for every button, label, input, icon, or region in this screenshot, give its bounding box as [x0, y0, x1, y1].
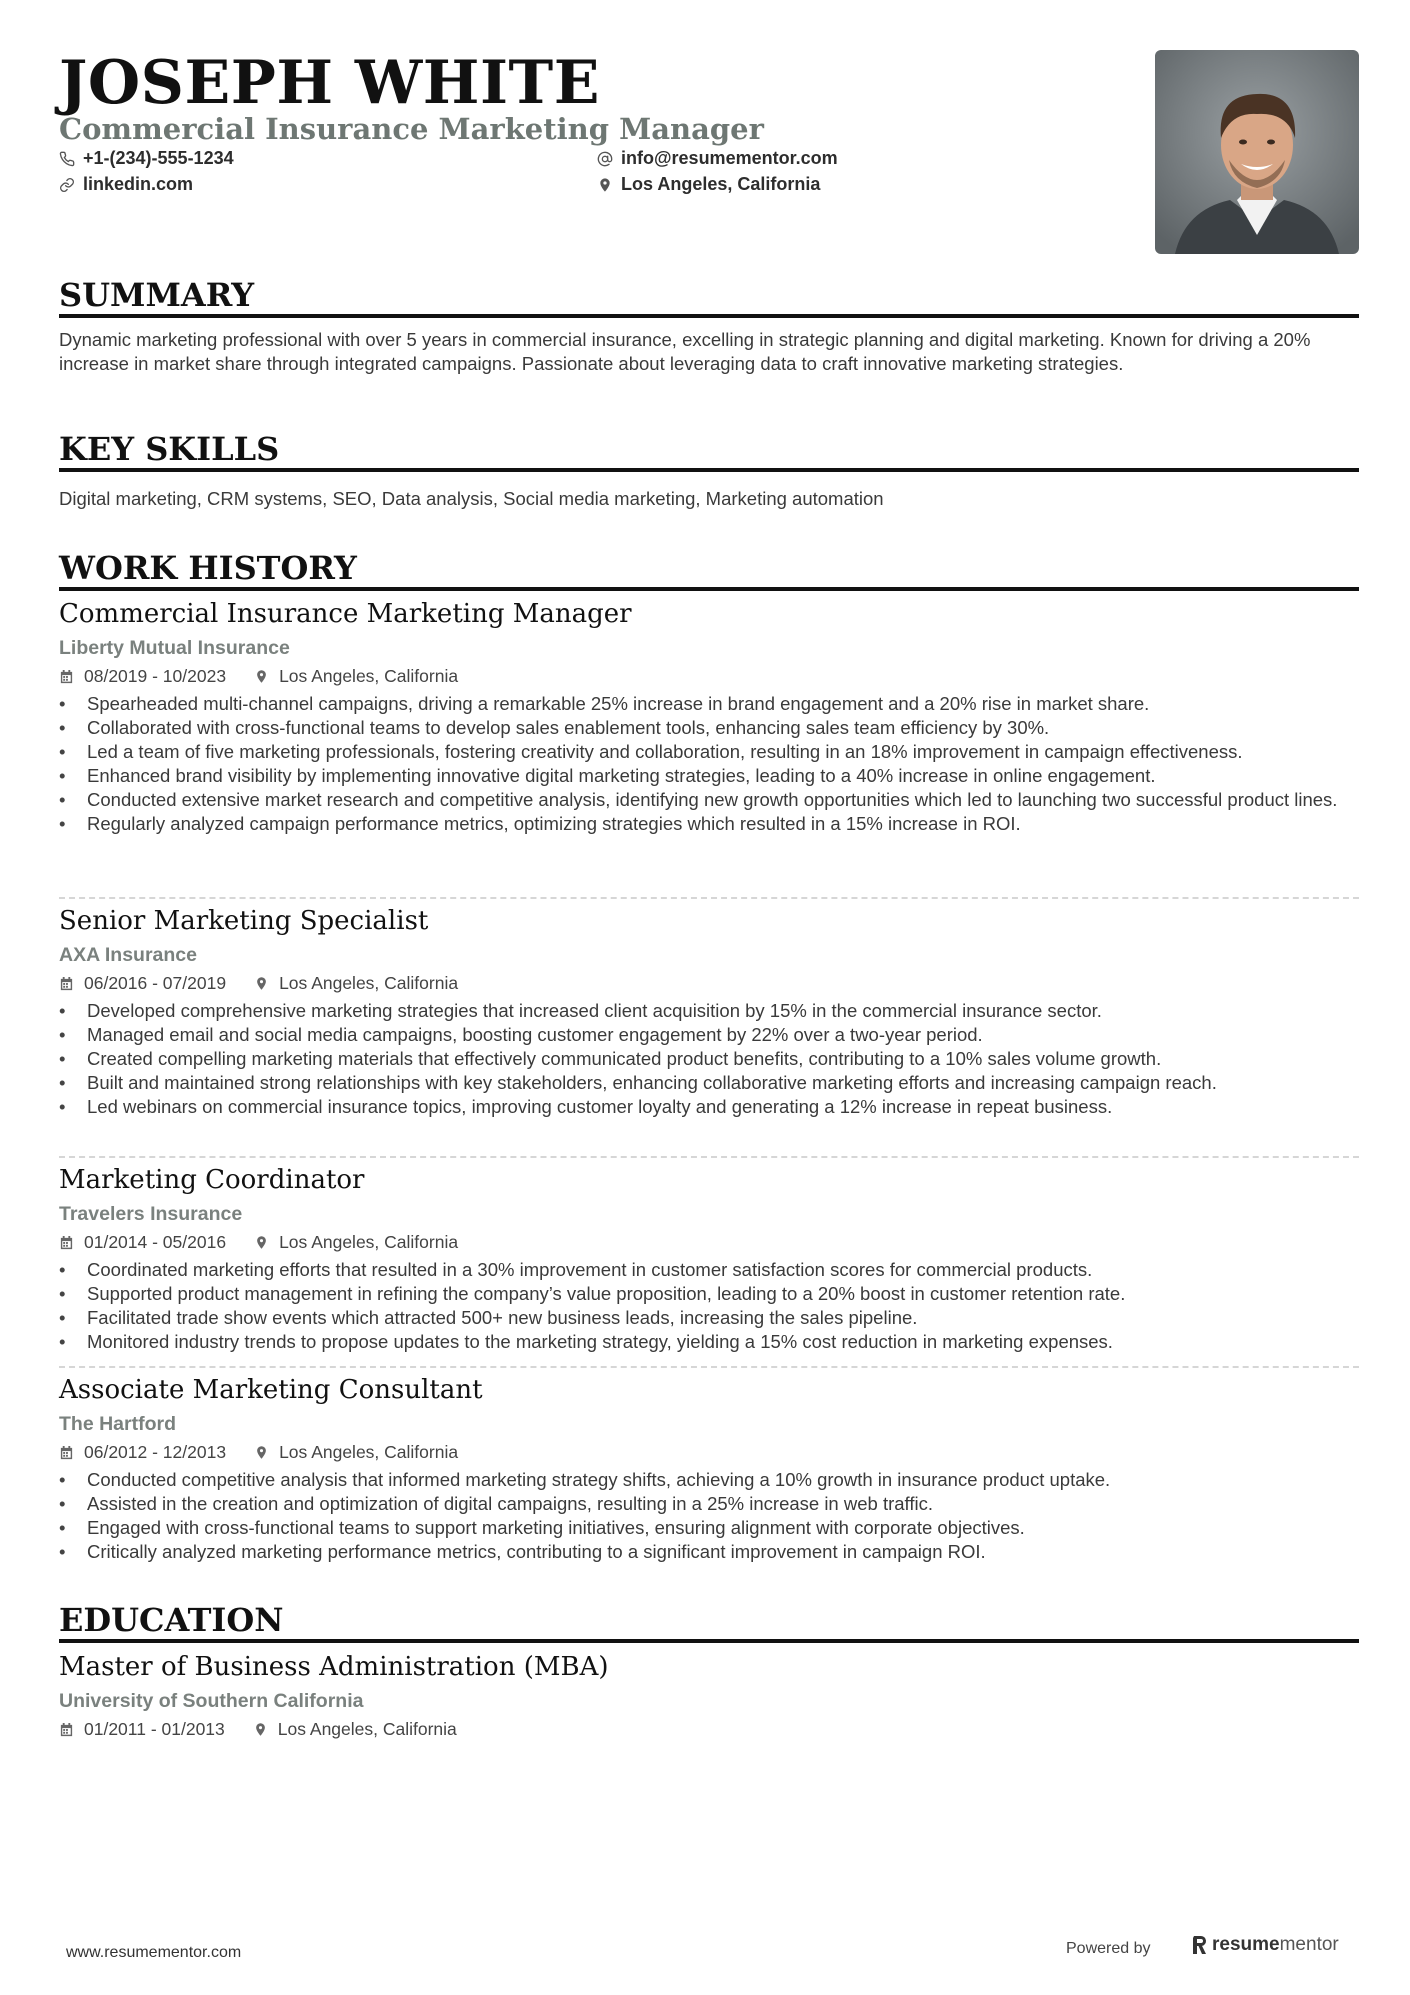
calendar-icon	[59, 1722, 74, 1737]
bullet-item: • Conducted competitive analysis that informed marketing strategy shifts, achieving a 10% growth in insurance product uptake.	[59, 1468, 1359, 1492]
phone-icon	[59, 151, 75, 167]
job-bullets	[59, 1468, 1359, 1564]
linkedin-text: linkedin.com	[83, 174, 194, 194]
resumementor-logo-icon	[1190, 1934, 1208, 1956]
profile-photo	[1155, 50, 1359, 254]
phone-text: +1-(234)-555-1234	[83, 148, 234, 168]
bullet-item: • Led webinars on commercial insurance topics, improving customer loyalty and generating a 12% increase in repeat business.	[59, 1095, 1359, 1119]
bullet-item: • Engaged with cross-functional teams to support marketing initiatives, ensuring alignment with corporate objectives.	[59, 1516, 1359, 1540]
bullet-item: • Supported product management in refining the company’s value proposition, leading to a 20% boost in customer retention rate.	[59, 1282, 1359, 1306]
bullet-item: • Created compelling marketing materials that effectively communicated product benefits, contributing to a 10% sales volume growth.	[59, 1047, 1359, 1071]
bullet-item: • Assisted in the creation and optimization of digital campaigns, resulting in a 25% increase in web traffic.	[59, 1492, 1359, 1516]
brand-name-light: mentor	[1279, 1934, 1339, 1955]
calendar-icon	[59, 669, 74, 684]
bullet-item: • Coordinated marketing efforts that resulted in a 30% improvement in customer satisfaction scores for commercial products.	[59, 1258, 1359, 1282]
company-name: Travelers Insurance	[59, 1203, 243, 1225]
education-entry	[59, 1651, 1359, 1741]
candidate-name: JOSEPH WHITE	[59, 48, 600, 118]
map-pin-icon	[253, 1722, 268, 1737]
job-entry	[59, 1164, 1359, 1354]
bullet-item: • Managed email and social media campaigns, boosting customer engagement by 22% over a two-year period.	[59, 1023, 1359, 1047]
bullet-item: • Enhanced brand visibility by implementing innovative digital marketing strategies, leading to a 40% increase in online engagement.	[59, 764, 1359, 788]
contact-phone	[59, 148, 234, 169]
job-dates: 06/2016 - 07/2019	[84, 973, 227, 993]
job-title: Associate Marketing Consultant	[59, 1375, 483, 1405]
job-meta	[59, 971, 1359, 995]
brand-logo[interactable]	[1190, 1934, 1339, 1956]
job-meta	[59, 1230, 1359, 1254]
job-title: Senior Marketing Specialist	[59, 906, 429, 936]
location-text: Los Angeles, California	[621, 174, 821, 194]
job-divider	[59, 1366, 1359, 1368]
job-dates: 06/2012 - 12/2013	[84, 1442, 227, 1462]
job-entry	[59, 598, 1359, 836]
candidate-title: Commercial Insurance Marketing Manager	[59, 112, 764, 146]
education-meta	[59, 1717, 1359, 1741]
powered-by-label: Powered by	[1066, 1940, 1151, 1957]
job-title: Commercial Insurance Marketing Manager	[59, 599, 632, 629]
job-location: Los Angeles, California	[279, 973, 459, 993]
education-location: Los Angeles, California	[277, 1719, 457, 1739]
job-bullets	[59, 1258, 1359, 1354]
company-name: The Hartford	[59, 1413, 176, 1435]
job-meta	[59, 1440, 1359, 1464]
job-bullets	[59, 999, 1359, 1119]
bullet-item: • Monitored industry trends to propose updates to the marketing strategy, yielding a 15% cost reduction in marketing expenses.	[59, 1330, 1359, 1354]
work-history-heading: WORK HISTORY	[59, 549, 1359, 591]
bullet-item: • Facilitated trade show events which attracted 500+ new business leads, increasing the sales pipeline.	[59, 1306, 1359, 1330]
at-icon	[597, 151, 613, 167]
calendar-icon	[59, 1445, 74, 1460]
map-pin-icon	[254, 1235, 269, 1250]
footer-website-link[interactable]: www.resumementor.com	[66, 1944, 242, 1961]
job-meta	[59, 664, 1359, 688]
bullet-item: • Collaborated with cross-functional teams to develop sales enablement tools, enhancing sales team efficiency by 30%.	[59, 716, 1359, 740]
contact-location	[597, 174, 820, 195]
skills-text: Digital marketing, CRM systems, SEO, Data analysis, Social media marketing, Marketing automation	[59, 488, 884, 509]
email-text: info@resumementor.com	[621, 148, 838, 168]
job-entry	[59, 905, 1359, 1119]
school-name: University of Southern California	[59, 1690, 364, 1712]
company-name: AXA Insurance	[59, 944, 197, 966]
map-pin-icon	[254, 976, 269, 991]
contact-info	[59, 148, 1159, 204]
bullet-item: • Conducted extensive market research and competitive analysis, identifying new growth opportunities which led to launching two successful product lines.	[59, 788, 1359, 812]
company-name: Liberty Mutual Insurance	[59, 637, 290, 659]
education-dates: 01/2011 - 01/2013	[84, 1719, 225, 1739]
bullet-item: • Regularly analyzed campaign performance metrics, optimizing strategies which resulted in a 15% increase in ROI.	[59, 812, 1359, 836]
education-heading: EDUCATION	[59, 1601, 1359, 1643]
map-pin-icon	[597, 177, 613, 193]
job-divider	[59, 897, 1359, 899]
brand-name-bold: resume	[1212, 1934, 1280, 1955]
link-icon	[59, 177, 75, 193]
job-dates: 01/2014 - 05/2016	[84, 1232, 227, 1252]
contact-email	[597, 148, 838, 169]
job-dates: 08/2019 - 10/2023	[84, 666, 227, 686]
degree-title: Master of Business Administration (MBA)	[59, 1652, 609, 1682]
summary-text: Dynamic marketing professional with over 5 years in commercial insurance, excelling in strategic planning and digital marketing. Known for driving a 20% increase in market share through integrated campaigns. Passionate about leveraging data to craft innovative marketing strategies.	[59, 329, 1311, 374]
job-location: Los Angeles, California	[279, 666, 459, 686]
bullet-item: • Built and maintained strong relationships with key stakeholders, enhancing collaborative marketing efforts and increasing campaign reach.	[59, 1071, 1359, 1095]
job-location: Los Angeles, California	[279, 1232, 459, 1252]
contact-linkedin	[59, 174, 193, 195]
bullet-item: • Developed comprehensive marketing strategies that increased client acquisition by 15% in the commercial insurance sector.	[59, 999, 1359, 1023]
bullet-item: • Spearheaded multi-channel campaigns, driving a remarkable 25% increase in brand engagement and a 20% rise in market share.	[59, 692, 1359, 716]
calendar-icon	[59, 976, 74, 991]
skills-heading: KEY SKILLS	[59, 430, 1359, 472]
calendar-icon	[59, 1235, 74, 1250]
job-title: Marketing Coordinator	[59, 1165, 365, 1195]
map-pin-icon	[254, 669, 269, 684]
job-divider	[59, 1156, 1359, 1158]
job-entry	[59, 1374, 1359, 1564]
bullet-item: • Critically analyzed marketing performance metrics, contributing to a significant improvement in campaign ROI.	[59, 1540, 1359, 1564]
map-pin-icon	[254, 1445, 269, 1460]
summary-heading: SUMMARY	[59, 276, 1359, 318]
job-location: Los Angeles, California	[279, 1442, 459, 1462]
job-bullets	[59, 692, 1359, 836]
bullet-item: • Led a team of five marketing professionals, fostering creativity and collaboration, resulting in an 18% improvement in campaign effectiveness.	[59, 740, 1359, 764]
